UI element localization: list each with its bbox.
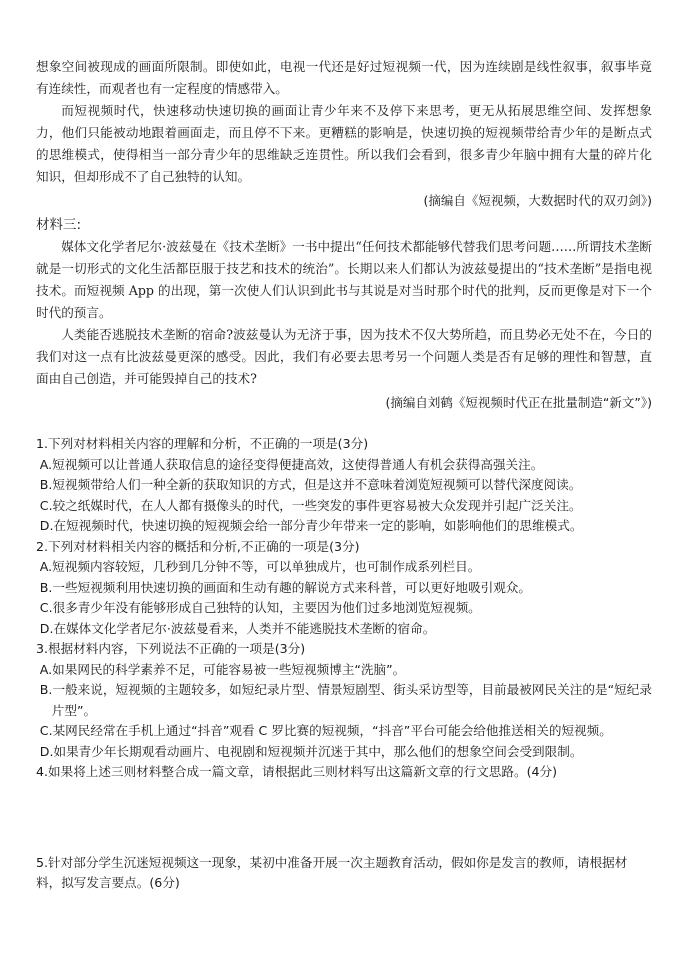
option-d: D.在短视频时代，快速切换的短视频会给一部分青少年带来一定的影响，如影响他们的思维模式。 bbox=[39, 518, 583, 533]
option-c: C.很多青少年没有能够形成自己独特的认知，主要因为他们过多地浏览短视频。 bbox=[39, 600, 481, 615]
option-d: D.在媒体文化学者尼尔·波兹曼看来，人类并不能逃脱技术垄断的宿命。 bbox=[39, 620, 436, 636]
option-c: C.某网民经常在手机上通过“抖音”观看 C 罗比赛的短视频，“抖音”平台可能会给他推送相关的短视频。 bbox=[39, 723, 612, 738]
material-2-para: 而短视频时代，快速移动快速切换的画面让青少年来不及停下来思考，更无从拓展思维空间、发挥想象力，他们只能被动地跟着画面走，而且停不下来。更糟糕的影响是，快速切换的短视频带给青少年的是断点式的思维模式，使得相当一部分青少年的思维缺乏连贯性。所以我们会看到，很多青少年脑中拥有大量的碎片化知识，但却形成不了自己独特的认知。 bbox=[36, 103, 652, 184]
option-a: A.如果网民的科学素养不足，可能容易被一些短视频博主“洗脑”。 bbox=[39, 661, 406, 677]
option-b: B.一般来说，短视频的主题较多，如短纪录片型、情景短剧型、街头采访型等，目前最被网民关注的是“短纪录片型”。 bbox=[39, 682, 652, 718]
question-stem: 1.下列对材料相关内容的理解和分析，不正确的一项是(3分) bbox=[36, 436, 369, 451]
material-3-source: (摘编自刘鹤《短视频时代正在批量制造“新文”》) bbox=[385, 395, 652, 410]
option-b: B.一些短视频利用快速切换的画面和生动有趣的解说方式来科普，可以更好地吸引观众。 bbox=[39, 579, 531, 595]
material-3-para-1: 媒体文化学者尼尔·波兹曼在《技术垄断》一书中提出“任何技术都能够代替我们思考问题……所谓技术垄断就是一切形式的文化生活都臣服于技艺和技术的统治”。长期以来人们都认为波兹曼提出的“技术垄断”是指电视技术。而短视频 App 的出现，第一次使人们认识到此书与其说是对当时那个时代的批判，反而更像是对下一个时代的预言。 bbox=[36, 239, 652, 320]
option-d: D.如果青少年长期观看动画片、电视剧和短视频并沉迷于其中，那么他们的想象空间会受到限制。 bbox=[39, 743, 583, 759]
questions bbox=[36, 434, 652, 894]
exam-page bbox=[36, 56, 652, 894]
question-stem: 3.根据材料内容，下列说法不正确的一项是(3分) bbox=[36, 641, 306, 656]
material-2-tail bbox=[36, 56, 652, 212]
answer-space[interactable] bbox=[36, 783, 652, 853]
question-stem: 2.下列对材料相关内容的概括和分析,不正确的一项是(3分) bbox=[36, 538, 360, 554]
question-4 bbox=[36, 762, 652, 853]
material-3 bbox=[36, 214, 652, 414]
question-2 bbox=[36, 537, 652, 640]
question-1 bbox=[36, 434, 652, 537]
material-2-para-continued: 想象空间被现成的画面所限制。即使如此，电视一代还是好过短视频一代，因为连续剧是线性叙事，叙事毕竟有连续性，而观者也有一定程度的情感带入。 bbox=[36, 59, 652, 96]
option-a: A.短视频内容较短，几秒到几分钟不等，可以单独成片，也可制作成系列栏目。 bbox=[39, 559, 481, 574]
option-b: B.短视频带给人们一种全新的获取知识的方式，但是这并不意味着浏览短视频可以替代深度阅读。 bbox=[39, 477, 582, 492]
material-3-para-2: 人类能否逃脱技术垄断的宿命?波兹曼认为无济于事，因为技术不仅大势所趋，而且势必无处不在，今日的我们对这一点有比波兹曼更深的感受。因此，我们有必要去思考另一个问题人类是否有足够的理性和智慧，直面由自己创造，并可能毁掉自己的技术? bbox=[36, 327, 652, 386]
question-stem: 5.针对部分学生沉迷短视频这一现象，某初中准备开展一次主题教育活动，假如你是发言的教师，请根据材料，拟写发言要点。(6分) bbox=[36, 854, 628, 890]
question-3 bbox=[36, 639, 652, 762]
option-c: C.较之纸媒时代，在人人都有摄像头的时代，一些突发的事件更容易被大众发现并引起广泛关注。 bbox=[39, 497, 582, 513]
question-5 bbox=[36, 853, 652, 894]
material-2-source: (摘编自《短视频，大数据时代的双刃剑》) bbox=[423, 193, 652, 208]
question-stem: 4.如果将上述三则材料整合成一篇文章，请根据此三则材料写出这篇新文章的行文思路。(4分) bbox=[36, 764, 558, 779]
option-a: A.短视频可以让普通人获取信息的途径变得便捷高效，这使得普通人有机会获得高强关注。 bbox=[39, 456, 544, 472]
material-3-heading: 材料三: bbox=[36, 217, 82, 233]
